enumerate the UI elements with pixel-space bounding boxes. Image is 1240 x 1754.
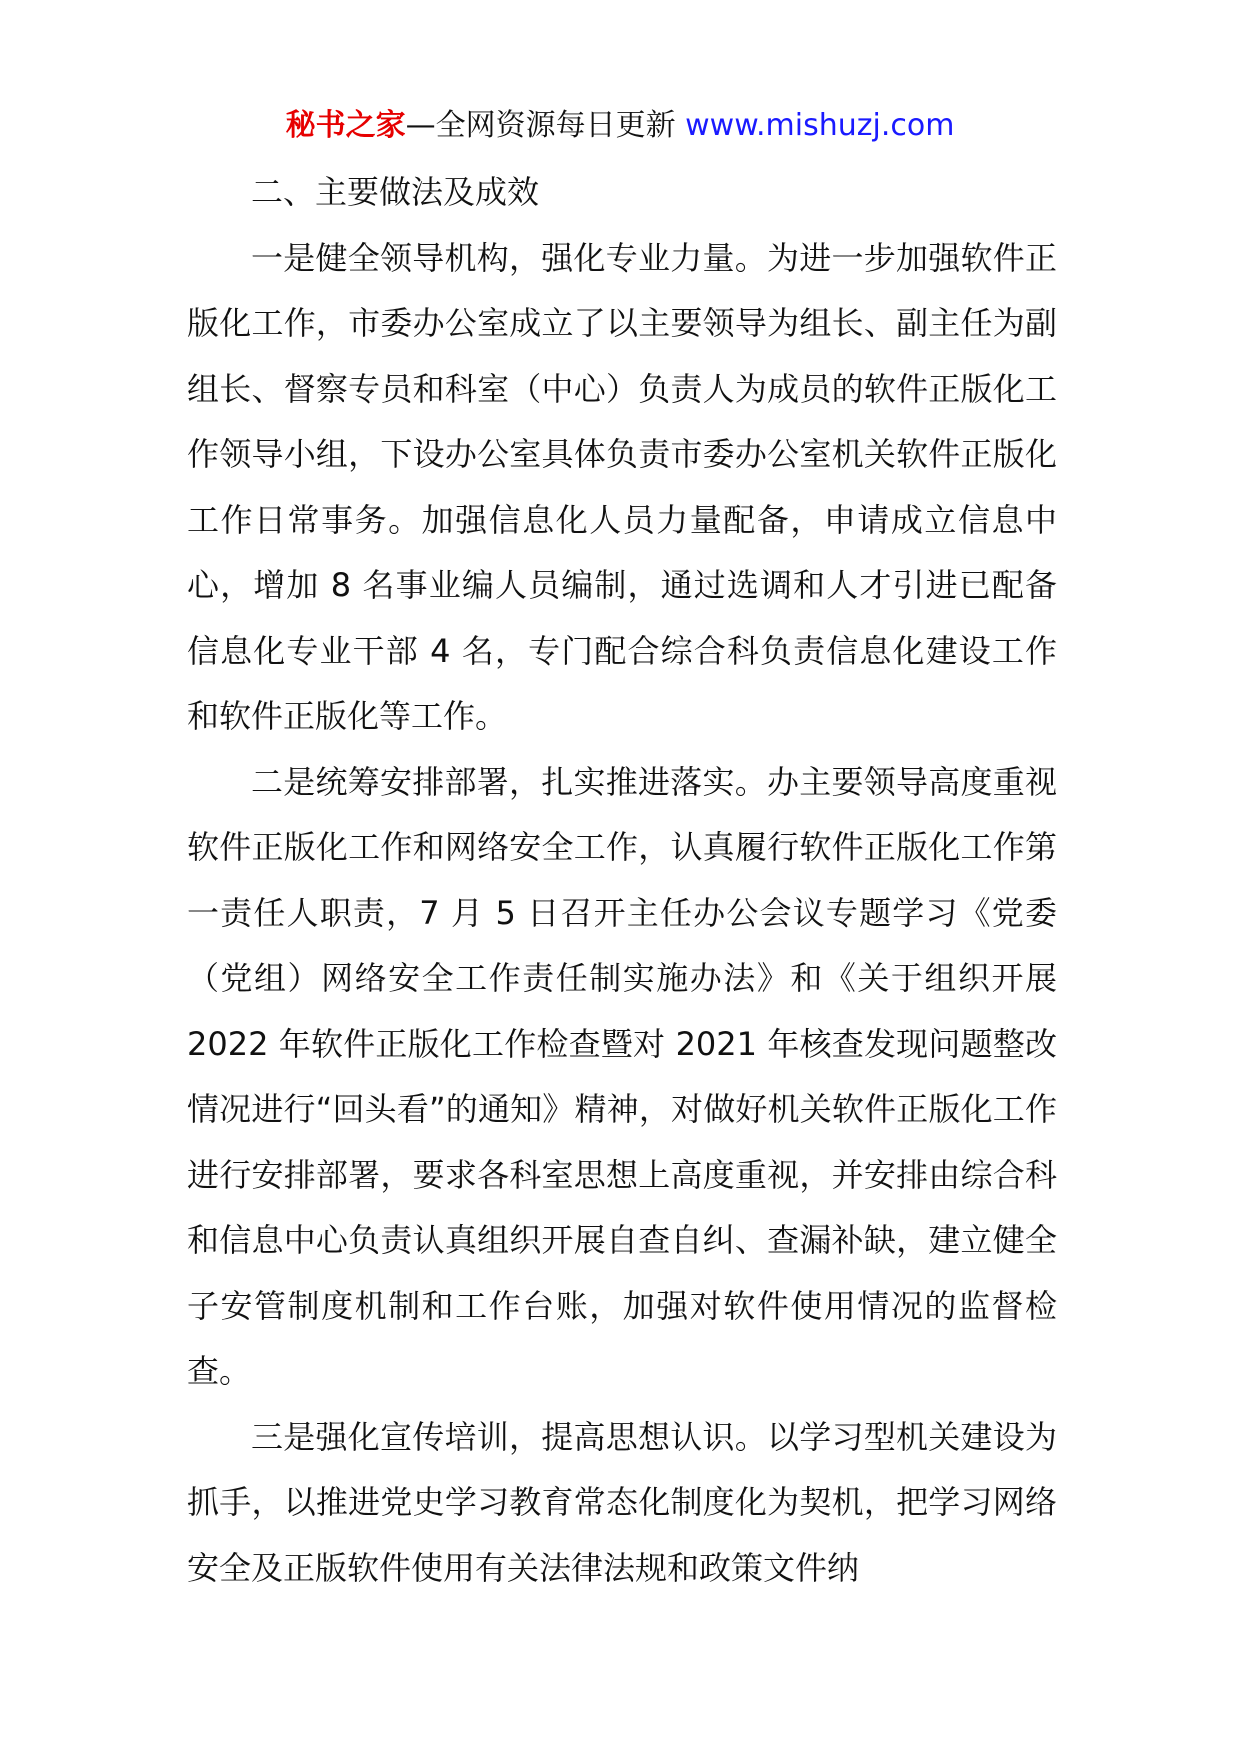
- site-url[interactable]: www.mishuzj.com: [685, 108, 955, 143]
- paragraph-2: 二是统筹安排部署，扎实推进落实。办主要领导高度重视软件正版化工作和网络安全工作，认真履行软件正版化工作第一责任人职责，7 月 5 日召开主任办公会议专题学习《党委（党组）网络安全工作责任制实施办法》和《关于组织开展 2022 年软件正版化工作检查暨对 2021 年核查发现问题整改情况进行“回头看”的通知》精神，对做好机关软件正版化工作进行安排部署，要求各科室思想上高度重视，并安排由综合科和信息中心负责认真组织开展自查自纠、查漏补缺，建立健全子安管制度机制和工作台账，加强对软件使用情况的监督检查。: [187, 762, 1057, 1390]
- site-brand: 秘书之家: [285, 108, 406, 143]
- site-tagline: —全网资源每日更新: [405, 108, 686, 143]
- document-body: [187, 160, 1057, 1601]
- page-header: [0, 104, 1240, 148]
- section-heading: 二、主要做法及成效: [251, 173, 540, 211]
- paragraph-3: 三是强化宣传培训，提高思想认识。以学习型机关建设为抓手，以推进党史学习教育常态化制度化为契机，把学习网络安全及正版软件使用有关法律法规和政策文件纳: [187, 1417, 1057, 1587]
- paragraph-1: 一是健全领导机构，强化专业力量。为进一步加强软件正版化工作，市委办公室成立了以主要领导为组长、副主任为副组长、督察专员和科室（中心）负责人为成员的软件正版化工作领导小组，下设办公室具体负责市委办公室机关软件正版化工作日常事务。加强信息化人员力量配备，申请成立信息中心，增加 8 名事业编人员编制，通过选调和人才引进已配备信息化专业干部 4 名，专门配合综合科负责信息化建设工作和软件正版化等工作。: [187, 238, 1057, 735]
